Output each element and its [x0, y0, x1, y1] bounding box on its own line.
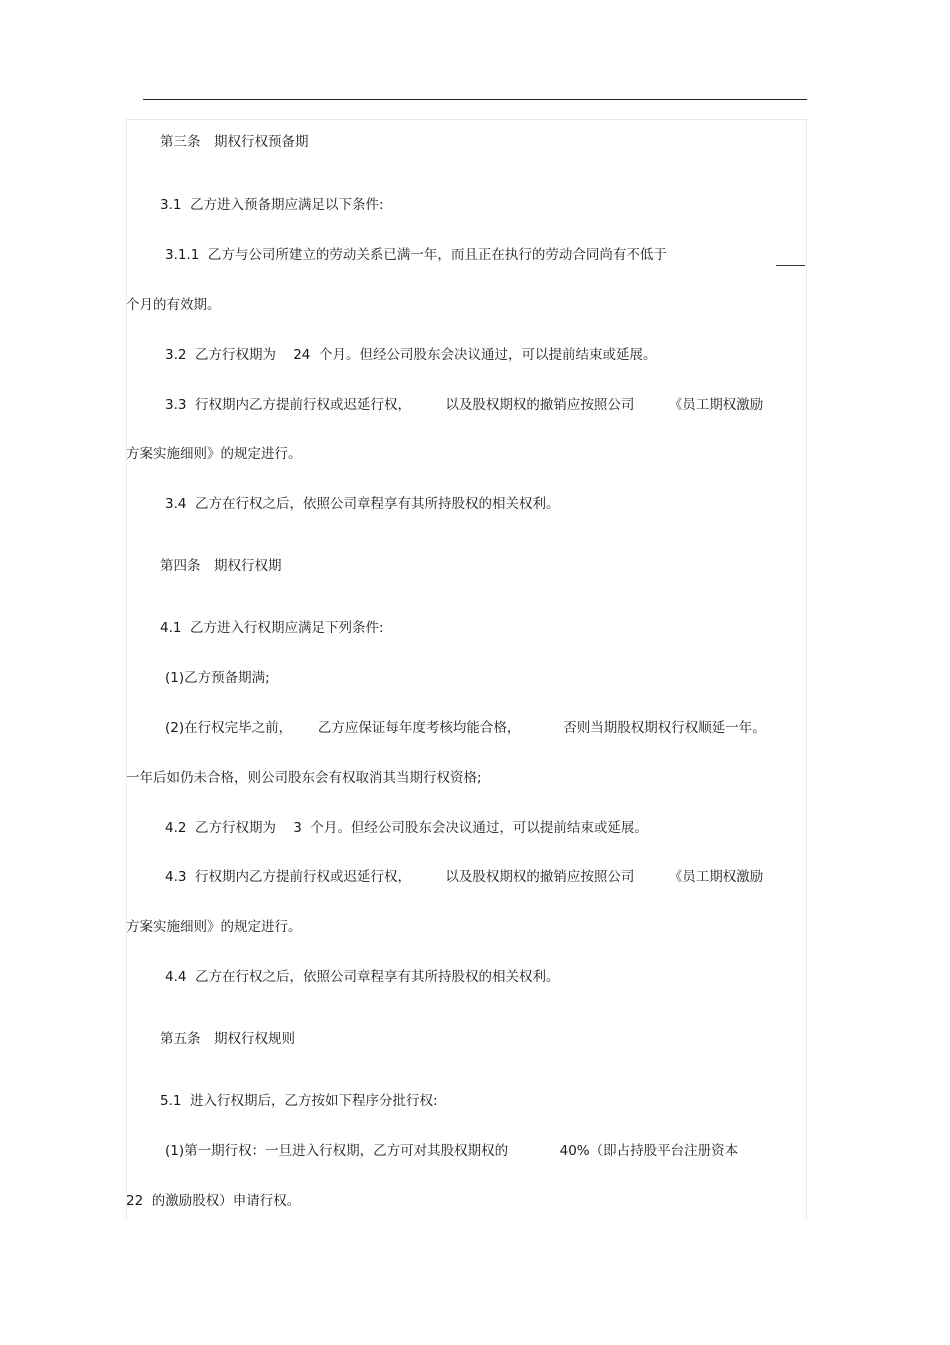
clause-3-3: 3.3 行权期内乙方提前行权或迟延行权， 以及股权期权的撤销应按照公司 《员工期权激励: [165, 397, 764, 413]
clause-3-2: 3.2 乙方行权期为 24 个月。但经公司股东会决议通过，可以提前结束或延展。: [165, 347, 657, 363]
article-5-heading: 第五条 期权行权规则: [160, 1031, 295, 1047]
clause-3-3-cont: 方案实施细则》的规定进行。: [126, 446, 302, 462]
clause-5-1-item-1-cont: 22 的激励股权）申请行权。: [126, 1193, 301, 1209]
clause-5-1: 5.1 进入行权期后，乙方按如下程序分批行权:: [160, 1093, 438, 1109]
clause-4-4: 4.4 乙方在行权之后，依照公司章程享有其所持股权的相关权利。: [165, 969, 560, 985]
clause-4-1-item-1: (1)乙方预备期满;: [165, 670, 270, 686]
clause-4-1-item-2-cont: 一年后如仍未合格，则公司股东会有权取消其当期行权资格;: [126, 770, 482, 786]
article-4-heading: 第四条 期权行权期: [160, 558, 282, 574]
clause-3-4: 3.4 乙方在行权之后，依照公司章程享有其所持股权的相关权利。: [165, 496, 560, 512]
clause-4-1-item-2: (2)在行权完毕之前， 乙方应保证每年度考核均能合格， 否则当期股权期权行权顺延一年。: [165, 720, 766, 736]
clause-4-3-cont: 方案实施细则》的规定进行。: [126, 919, 302, 935]
clause-4-1: 4.1 乙方进入行权期应满足下列条件:: [160, 620, 384, 636]
clause-3-1-1-cont: 个月的有效期。: [126, 297, 221, 313]
clause-3-1-1: 3.1.1 乙方与公司所建立的劳动关系已满一年，而且正在执行的劳动合同尚有不低于: [165, 247, 667, 263]
header-rule: [143, 99, 807, 100]
article-3-heading: 第三条 期权行权预备期: [160, 134, 309, 150]
clause-4-3: 4.3 行权期内乙方提前行权或迟延行权， 以及股权期权的撤销应按照公司 《员工期权激励: [165, 869, 764, 885]
frame-top-border: [126, 119, 807, 120]
clause-5-1-item-1: (1)第一期行权：一旦进入行权期，乙方可对其股权期权的 40%（即占持股平台注册资本: [165, 1143, 739, 1159]
clause-3-1: 3.1 乙方进入预备期应满足以下条件:: [160, 197, 384, 213]
clause-4-2: 4.2 乙方行权期为 3 个月。但经公司股东会决议通过，可以提前结束或延展。: [165, 820, 648, 836]
fill-in-blank: [776, 265, 805, 266]
frame-left-border: [126, 119, 127, 1221]
frame-right-border: [806, 119, 807, 1221]
